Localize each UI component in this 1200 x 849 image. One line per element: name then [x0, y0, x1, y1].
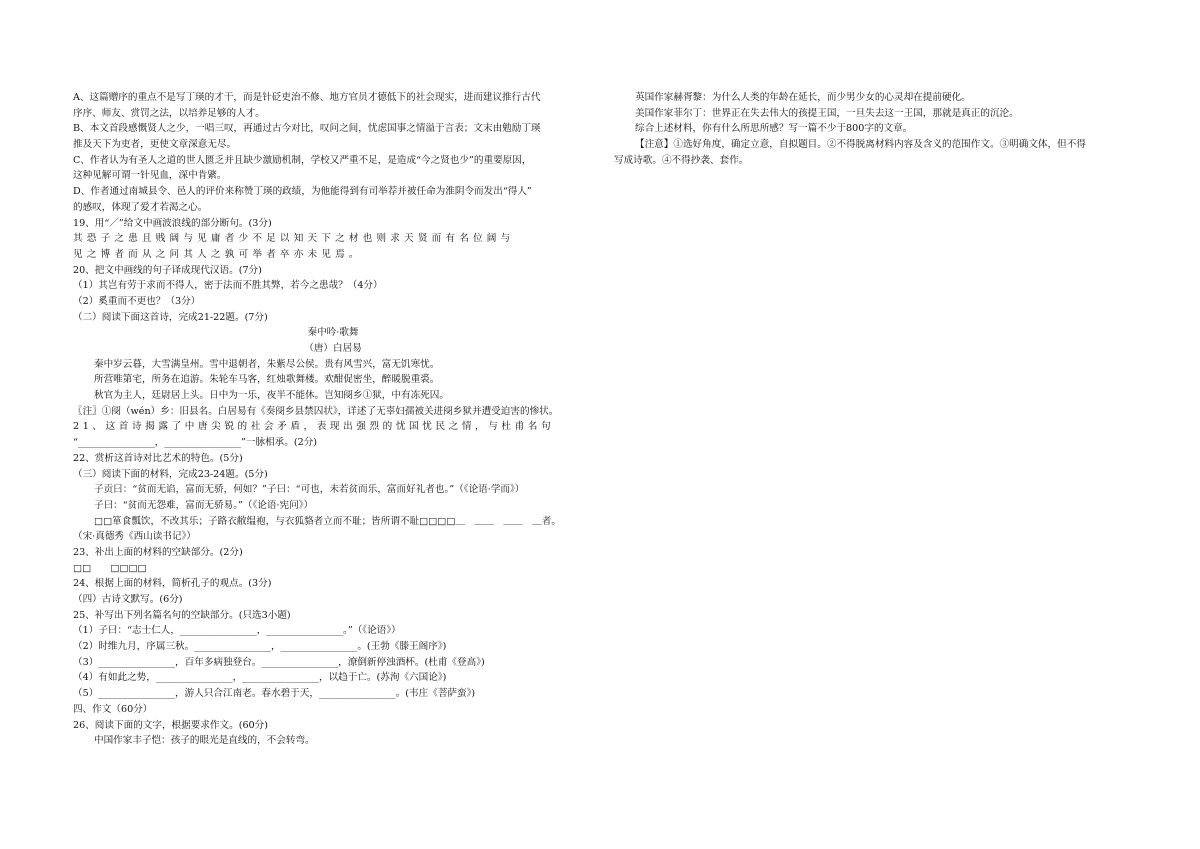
- left-column-line: 24、根据上面的材料，简析孔子的观点。(3分): [73, 578, 272, 590]
- left-column-line: 子曰：“贫而无怨难，富而无骄易。”（《论语·宪问》）: [94, 499, 314, 511]
- left-column-line: 的感叹，体现了爱才若渴之心。: [73, 201, 208, 213]
- left-column-line: 21、这首诗揭露了中唐尖锐的社会矛盾，表现出强烈的忧国忧民之情，与杜甫名句: [73, 421, 555, 433]
- left-column-line: 22、赏析这首诗对比艺术的特色。(5分): [73, 452, 243, 464]
- right-column-line: 【注意】①选好角度，确定立意，自拟题目。②不得脱离材料内容及含义的范围作文。③明确文体，但不得: [635, 139, 1086, 151]
- left-column-line: 其恐子之患且贱阔与见庸者少不足以知天下之材也则求天贤而有名位阔与: [73, 233, 515, 245]
- left-column-line: 子贡曰：“贫而无谄，富而无骄，何如？”子曰：“可也，未若贫而乐，富而好礼者也。”（《论语·学而》）: [94, 484, 525, 496]
- left-column-line: 20、把文中画线的句子译成现代汉语。(7分): [73, 264, 262, 276]
- right-column-line: 综合上述材料，你有什么所思所感？写一篇不少于800字的文章。: [635, 123, 913, 135]
- left-column-line: 所营唯第宅，所务在追游。朱轮车马客，红烛歌舞楼。欢酣促密坐，醉暖脱重裘。: [94, 374, 440, 386]
- left-column-line: 秦中岁云暮，大雪满皇州。雪中退朝者，朱紫尽公侯。贵有风雪兴，富无饥寒忧。: [94, 358, 440, 370]
- left-column-line: C、作者认为有圣人之道的世人匮乏并且缺少激励机制，学校又严重不足，是造成“今之贤也少”的重要原因，: [73, 154, 532, 166]
- left-column-line: （4）有如此之势，________________，________________，以趋于亡。(苏洵《六国论》): [73, 672, 447, 684]
- left-column: [73, 90, 593, 749]
- left-column-line: 见之博者而从之问其人之孰可举者卒亦未见焉。: [73, 248, 363, 260]
- left-column-line: （2）时维九月，序属三秋。________________，________________。(王勃《滕王阁序》): [73, 641, 447, 653]
- left-column-line: 〖注〗①阌（wén）乡：旧县名。白居易有《奏阌乡县禁囚状》，详述了无辜妇孺被关进阌乡狱并遭受迫害的惨状。: [73, 405, 559, 417]
- left-column-line: “________________，________________”一脉相承。(2分): [73, 437, 318, 449]
- left-column-line: 序序、师友、赏罚之法，以培养足够的人才。: [73, 107, 265, 119]
- left-column-line: 秦中吟·歌舞: [307, 327, 359, 339]
- left-column-line: D、作者通过南城县令、邑人的评价来称赞丁瑛的政绩，为他能得到有司举荐并被任命为淮阴令而发出“得人”: [73, 186, 532, 198]
- left-column-line: （1）子曰：“志士仁人，________________，________________。”（《论语》）: [73, 625, 401, 637]
- left-column-line: 26、阅读下面的文字，根据要求作文。(60分): [73, 719, 268, 731]
- left-column-line: （宋·真德秀《西山读书记》）: [73, 531, 196, 543]
- left-column-line: （3）________________，百年多病独登台。________________，潦倒新停浊酒杯。(杜甫《登高》): [73, 656, 485, 668]
- left-column-line: 25、补写出下列名篇名句的空缺部分。(只选3小题): [73, 609, 291, 621]
- left-column-line: （1）其岂有劳于求而不得人，密于法而不胜其弊，若今之患哉？（4分）: [73, 280, 383, 292]
- left-column-line: （唐）白居易: [304, 343, 362, 354]
- left-column-line: （二）阅读下面这首诗，完成21-22题。(7分): [73, 311, 268, 323]
- left-column-line: B、本文首段感慨贤人之少，一唱三叹，再通过古今对比，叹问之间，忧虑国事之情溢于言表；文末由勉励丁瑛: [73, 123, 541, 135]
- left-column-line: 23、补出上面的材料的空缺部分。(2分): [73, 546, 243, 558]
- left-column-line: □□ □□□□: [73, 562, 147, 574]
- left-column-line: 中国作家丰子恺：孩子的眼光是直线的，不会转弯。: [94, 735, 315, 747]
- left-column-line: 这种见解可谓一针见血，深中肯綮。: [73, 170, 227, 182]
- left-column-line: （四）古诗文默写。(6分): [73, 594, 183, 605]
- left-column-line: （三）阅读下面的材料，完成23-24题。(5分): [73, 468, 268, 480]
- left-column-line: 四、作文（60分）: [73, 703, 153, 715]
- left-column-line: A、这篇赠序的重点不是写丁瑛的才干，而是针砭吏治不修、地方官员才德低下的社会现实，进而建议推行古代: [73, 92, 541, 103]
- left-column-line: 推及天下为吏者，更使文章深意无尽。: [73, 139, 237, 151]
- left-column-line: □□箪食瓢饮，不改其乐；子路衣敝缊袍，与衣狐貉者立而不耻；皆所谓不耻□□□□＿ ＿＿ ＿＿ ＿者。: [94, 515, 561, 527]
- right-column-line: 美国作家菲尔丁：世界正在失去伟大的孩提王国，一旦失去这一王国，那就是真正的沉沦。: [635, 107, 1019, 119]
- left-column-line: （5）________________，游人只合江南老。春水碧于天，________________。(韦庄《菩萨蛮》): [73, 688, 476, 700]
- left-column-line: 19、用“／”给文中画波浪线的部分断句。(3分): [73, 217, 272, 229]
- left-column-line: 秋官为主人，廷尉居上头。日中为一乐，夜半不能休。岂知阌乡①狱，中有冻死囚。: [94, 390, 449, 402]
- left-column-line: （2）奚重而不更也？（3分）: [73, 295, 201, 307]
- right-column-line: 写成诗歌。④不得抄袭、套作。: [614, 154, 749, 166]
- right-column: [614, 90, 1134, 168]
- right-column-line: 英国作家赫胥黎：为什么人类的年龄在延长，而少男少女的心灵却在提前硬化。: [635, 92, 971, 103]
